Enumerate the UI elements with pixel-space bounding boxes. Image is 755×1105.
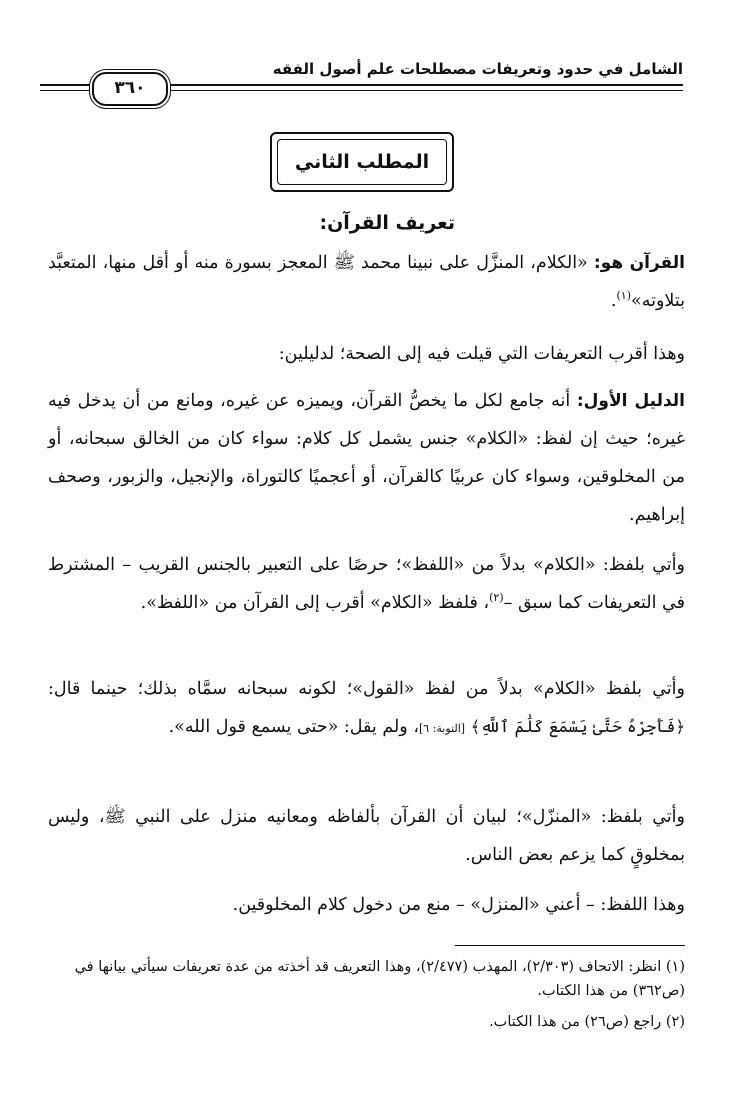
page-number: ٣٦٠	[92, 72, 168, 106]
subheading: تعريف القرآن:	[319, 212, 455, 234]
paragraph-munazzal	[48, 798, 685, 874]
paragraph-intro	[48, 335, 685, 373]
paragraph-lead: القرآن هو:	[593, 253, 685, 273]
paragraph-text: وهذا اللفظ: – أعني «المنزل» – منع من دخول كلام المخلوقين.	[232, 895, 685, 915]
footnote-1	[48, 955, 685, 1003]
paragraph-text: وأتي بلفظ: «المنزّل»؛ لبيان أن القرآن بألفاظه ومعانيه منزل على النبي ﷺ، وليس بمخلوقٍ كما يزعم بعض الناس.	[48, 807, 685, 865]
paragraph-first-proof	[48, 382, 685, 534]
section-title: المطلب الثاني	[277, 139, 447, 185]
paragraph-text: وأتي بلفظ «الكلام» بدلاً من لفظ «القول»؛ لكونه سبحانه سمَّاه بذلك؛ حينما قال:	[48, 679, 685, 699]
footnote-rule	[455, 945, 685, 946]
footnote-2	[48, 1010, 685, 1034]
paragraph-text: أنه جامع لكل ما يخصُّ القرآن، ويميزه عن غيره، ومانع من أن يدخل فيه غيره؛ حيث إن لفظ: «الكلام» جنس يشمل كل كلام: سواء كان من الخالق سبحانه، أو من المخلوقين، وسواء كان عربيًا كالقرآن، أو أعجميًا كالتوراة، والإنجيل، والزبور، وصحف إبراهيم.	[48, 391, 685, 525]
paragraph-text: وهذا أقرب التعريفات التي قيلت فيه إلى الصحة؛ لدليلين:	[278, 344, 685, 364]
footnote-number: (١)	[665, 959, 685, 975]
sura-reference: [التوبة: ٦]	[418, 722, 466, 735]
running-header-title: الشامل في حدود وتعريفات مصطلحات علم أصول الفقه	[272, 60, 683, 78]
footnote-text: راجع (ص٢٦) من هذا الكتاب.	[489, 1014, 662, 1030]
footnote-ref: (٢)	[489, 591, 504, 605]
paragraph-kalam-vs-lafz	[48, 546, 685, 622]
paragraph-text: «الكلام، المنزَّل على نبينا محمد ﷺ المعجز بسورة منه أو أقل منها، المتعبَّد بتلاوته»	[48, 253, 685, 311]
paragraph-kalam-vs-qawl	[48, 670, 685, 748]
paragraph-text-cont: ، فلفظ «الكلام» أقرب إلى القرآن من «اللفظ».	[140, 593, 490, 613]
quran-verse: ﴿فَأَجِرْهُ حَتَّىٰ يَسْمَعَ كَلَٰمَ ٱللَّهِ﴾	[470, 717, 685, 736]
footnote-ref: (١)	[616, 289, 631, 303]
paragraph-text: وأتي بلفظ: «الكلام» بدلاً من «اللفظ»؛ حرصًا على التعبير بالجنس القريب – المشترط في التعريفات كما سبق –	[48, 555, 685, 613]
footnote-number: (٢)	[665, 1014, 685, 1030]
section-title-frame	[270, 132, 454, 192]
paragraph-lead: الدليل الأول:	[576, 391, 685, 411]
paragraph-text-cont: ، ولم يقل: «حتى يسمع قول الله».	[168, 717, 419, 737]
paragraph-definition: القرآن هو: «الكلام، المنزَّل على نبينا محمد ﷺ المعجز بسورة منه أو أقل منها، المتعبَّد بتلاوته»$^{(١)}$.	[48, 253, 685, 311]
paragraph-munazzal-effect	[48, 886, 685, 924]
footnote-text: انظر: الاتحاف (٢/٣٠٣)، المهذب (٢/٤٧٧)، وهذا التعريف قد أخذته من عدة تعريفات سيأتي بيانها في (ص٣٦٢) من هذا الكتاب.	[74, 959, 685, 999]
